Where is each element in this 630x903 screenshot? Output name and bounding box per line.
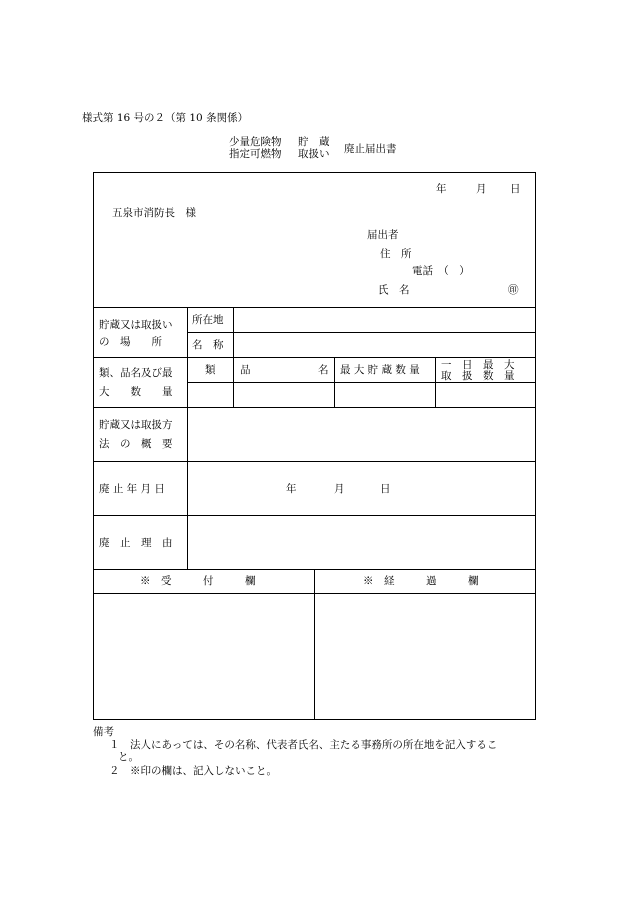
date-year: 年: [436, 183, 447, 195]
col-kind: 類: [205, 364, 216, 376]
divider: [233, 357, 234, 407]
location-header: 貯蔵又は取扱い: [99, 319, 173, 331]
title-storage: 貯 蔵: [298, 136, 330, 148]
col-item-name: 名: [318, 364, 329, 376]
divider: [93, 307, 536, 308]
col-daily-max: 一 日 最 大: [441, 359, 515, 371]
divider: [187, 382, 536, 383]
divider: [93, 461, 536, 462]
abolish-date-label: 廃 止 年 月 日: [99, 483, 165, 495]
divider: [93, 407, 536, 408]
kind-header: 類、品名及び最: [99, 367, 173, 379]
abolish-year: 年: [286, 483, 297, 495]
method-label-2: 法 の 概 要: [99, 438, 173, 450]
reception-header: ※ 受 付 欄: [140, 575, 256, 587]
divider: [93, 515, 536, 516]
title-handling: 取扱い: [298, 148, 330, 160]
phone-label: 電話 （ ）: [412, 265, 470, 277]
location-name-label: 名 称: [192, 339, 224, 351]
abolish-month: 月: [334, 483, 345, 495]
abolish-day: 日: [380, 483, 391, 495]
col-daily-handling: 取 扱 数 量: [441, 370, 515, 382]
note-1: １ 法人にあっては、その名称、代表者氏名、主たる事務所の所在地を記入するこ: [109, 739, 498, 751]
col-item: 品: [240, 364, 251, 376]
title-combustible: 指定可燃物: [229, 148, 282, 160]
applicant-label: 届出者: [367, 229, 399, 241]
divider: [187, 307, 188, 569]
date-month: 月: [476, 183, 487, 195]
progress-header: ※ 経 過 欄: [363, 575, 479, 587]
form-number: 様式第 16 号の２（第 10 条関係）: [82, 112, 249, 124]
address-label: 住 所: [380, 248, 412, 260]
location-address-label: 所在地: [192, 314, 224, 326]
divider: [187, 332, 536, 333]
addressee-name: 五泉市消防長 様: [112, 207, 196, 219]
title-abolition-notice: 廃止届出書: [344, 143, 397, 155]
divider: [314, 569, 315, 720]
notes-heading: 備考: [93, 726, 114, 738]
name-label: 氏 名: [378, 284, 410, 296]
seal-mark: ㊞: [508, 284, 519, 296]
date-day: 日: [510, 183, 521, 195]
divider: [233, 307, 234, 357]
col-max-storage: 最 大 貯 蔵 数 量: [340, 364, 420, 376]
title-hazmat: 少量危険物: [229, 136, 282, 148]
kind-header-2: 大 数 量: [99, 386, 173, 398]
divider: [93, 357, 536, 358]
divider: [435, 357, 436, 407]
note-2: ２ ※印の欄は、記入しないこと。: [109, 765, 277, 777]
abolish-reason-label: 廃 止 理 由: [99, 537, 173, 549]
divider: [334, 357, 335, 407]
location-header-2: の 場 所: [99, 336, 162, 348]
method-label: 貯蔵又は取扱方: [99, 419, 173, 431]
note-1-continuation: と。: [118, 751, 139, 763]
